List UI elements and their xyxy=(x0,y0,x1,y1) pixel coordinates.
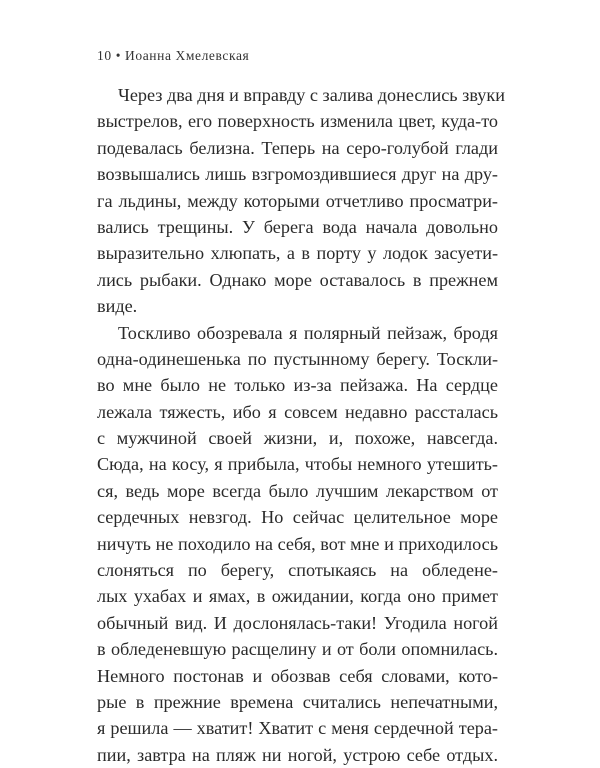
text-line: одна-одинешенька по пустынному берегу. Тоскли- xyxy=(97,348,498,369)
text-line: вались трещины. У берега вода начала довольно xyxy=(97,216,498,237)
text-line: ся, ведь море всегда было лучшим лекарством от xyxy=(97,480,498,501)
page-number: 10 xyxy=(97,48,112,63)
text-line: обычный вид. И дослонялась-таки! Угодила ногой xyxy=(97,612,498,633)
text-line: лись рыбаки. Однако море оставалось в прежнем xyxy=(97,269,498,290)
text-line: рые в прежние времена считались непечатными, xyxy=(97,691,498,712)
header-separator: • xyxy=(115,48,122,63)
text-line: выразительно хлюпать, а в порту у лодок засуети- xyxy=(97,243,498,264)
author-name: Иоанна Хмелевская xyxy=(125,48,250,63)
text-line: подевалась белизна. Теперь на серо-голубой глади xyxy=(97,137,498,158)
page-body-text xyxy=(97,82,505,768)
text-line: Сюда, на косу, я прибыла, чтобы немного утешить- xyxy=(97,454,498,475)
text-line: я решила — хватит! Хватит с меня сердечной тера- xyxy=(97,718,498,739)
text-line: возвышались лишь взгромоздившиеся друг на дру- xyxy=(97,164,498,185)
text-line: Тоскливо обозревала я полярный пейзаж, бродя xyxy=(118,322,498,343)
text-line: га льдины, между которыми отчетливо просматри- xyxy=(97,190,498,211)
text-line: Немного постонав и обозвав себя словами, кото- xyxy=(97,665,498,686)
text-line: лых ухабах и ямах, в ожидании, когда оно примет xyxy=(97,586,498,607)
text-line: с мужчиной своей жизни, и, похоже, навсегда. xyxy=(97,428,498,449)
text-line: ничуть не походило на себя, вот мне и приходилось xyxy=(97,533,498,554)
text-line: пии, завтра на пляж ни ногой, устрою себе отдых. xyxy=(97,744,498,765)
text-line: выстрелов, его поверхность изменила цвет, куда-то xyxy=(97,111,498,132)
running-header xyxy=(97,48,249,64)
text-line: лежала тяжесть, ибо я совсем недавно рассталась xyxy=(97,401,498,422)
text-line: в обледеневшую расщелину и от боли опомнилась. xyxy=(97,639,498,660)
text-line: слоняться по берегу, спотыкаясь на обледене- xyxy=(97,560,498,581)
text-line: Через два дня и вправду с залива донеслись звуки xyxy=(118,85,505,105)
text-line: виде. xyxy=(97,296,138,317)
text-line: во мне было не только из-за пейзажа. На сердце xyxy=(97,375,498,396)
text-line: сердечных невзгод. Но сейчас целительное море xyxy=(97,507,498,528)
